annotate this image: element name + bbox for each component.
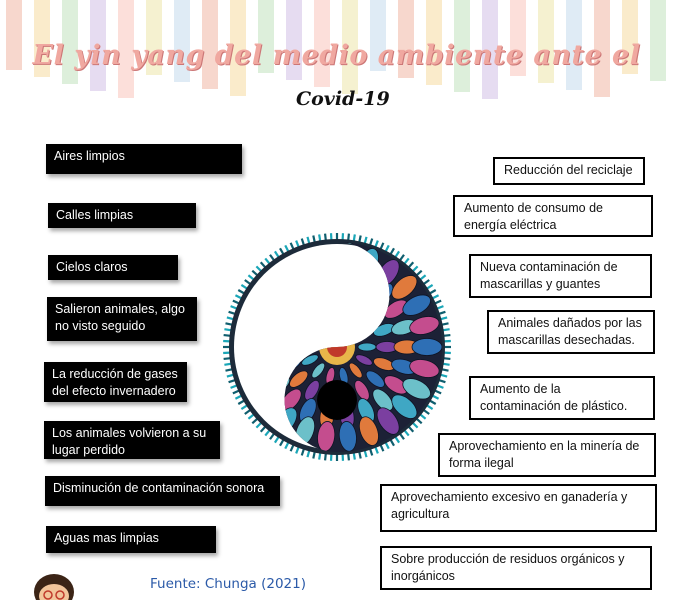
- yin-yang-mandala-icon: [222, 232, 452, 462]
- negative-item: Nueva contaminación de mascarillas y guantes: [469, 254, 652, 298]
- page-title: El yin yang del medio ambiente ante el: [32, 40, 641, 71]
- page-subtitle: Covid-19: [296, 88, 390, 110]
- positive-item: La reducción de gases del efecto invernadero: [44, 362, 187, 402]
- negative-item: Animales dañados por las mascarillas desechadas.: [487, 310, 655, 354]
- negative-item: Aprovechamiento en la minería de forma ilegal: [438, 433, 656, 477]
- positive-item: Aguas mas limpias: [46, 526, 216, 553]
- negative-item: Aumento de la contaminación de plástico.: [469, 376, 655, 420]
- positive-item: Disminución de contaminación sonora: [45, 476, 280, 506]
- negative-item: Aprovechamiento excesivo en ganadería y agricultura: [380, 484, 657, 532]
- source-note: Fuente: Chunga (2021): [150, 576, 307, 592]
- positive-item: Calles limpias: [48, 203, 196, 228]
- negative-item: Reducción del reciclaje: [493, 157, 645, 185]
- positive-item: Aires limpios: [46, 144, 242, 174]
- person-avatar-icon: [28, 570, 80, 600]
- positive-item: Cielos claros: [48, 255, 178, 280]
- positive-item: Salieron animales, algo no visto seguido: [47, 297, 197, 341]
- negative-item: Aumento de consumo de energía eléctrica: [453, 195, 653, 237]
- negative-item: Sobre producción de residuos orgánicos y inorgánicos: [380, 546, 652, 590]
- positive-item: Los animales volvieron a su lugar perdido: [44, 421, 220, 459]
